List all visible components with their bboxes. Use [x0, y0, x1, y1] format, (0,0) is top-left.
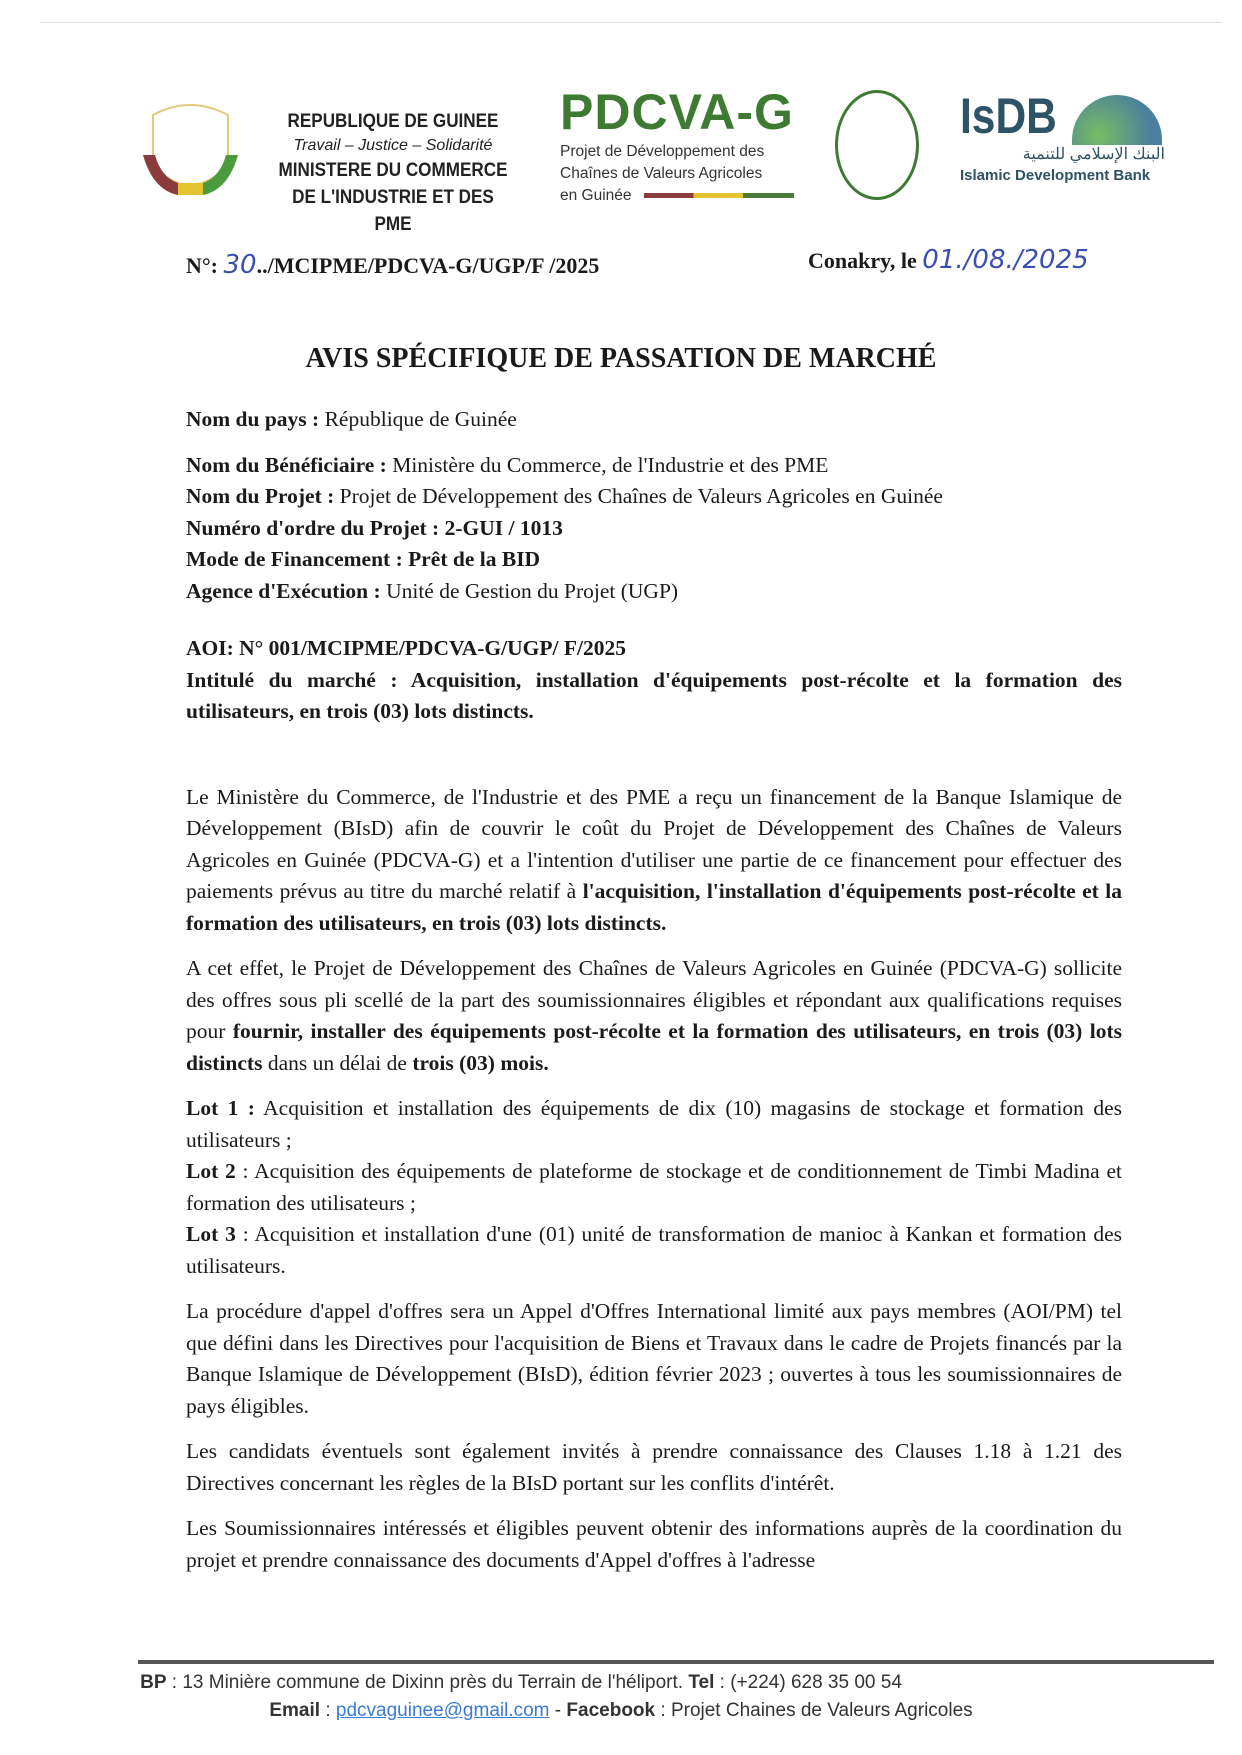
- field-financing: Mode de Financement : Prêt de la BID: [186, 547, 541, 571]
- republic-header: [258, 108, 528, 238]
- isdb-arabic-name: البنك الإسلامي للتنمية: [1022, 146, 1165, 163]
- document-body: [186, 404, 1122, 1590]
- ref-handwritten-number: 30: [223, 250, 257, 280]
- lot-2: Lot 2 : Acquisition des équipements de plateforme de stockage et de conditionnement de Timbi Madina et formation des utilisateurs ;: [186, 1159, 1123, 1215]
- email-link[interactable]: pdcvaguinee@gmail.com: [335, 1700, 550, 1721]
- footer-contact: Email : pdcvaguinee@gmail.com - Facebook : Projet Chaines de Valeurs Agricoles: [269, 1700, 973, 1721]
- field-beneficiary: Nom du Bénéficiaire : Ministère du Commerce, de l'Industrie et des PME: [186, 452, 829, 477]
- city: Conakry, le: [808, 248, 923, 273]
- guinea-coat-of-arms-logo: [133, 95, 248, 215]
- paragraph-conflicts: Les candidats éventuels sont également invités à prendre connaissance des Clauses 1.18 à 1.21 des Directives concernant les règles de la BIsD portant sur les conflits d'intérêt.: [186, 1439, 1122, 1495]
- paragraph-financing: Le Ministère du Commerce, de l'Industrie et des PME a reçu un financement de la Banque Islamique de Développement (BIsD) afin de couvrir le coût du Projet de Développement des Chaînes de Valeurs Agricoles en Guinée (PDCVA-G) et a l'intention d'utiliser une partie de ce financement pour effectuer des paiements prévus au titre du marché relatif à l'acquisition, l'installation d'équipements post-récolte et la formation des utilisateurs, en trois (03) lots distincts.: [186, 784, 1123, 935]
- handwritten-date: 01./08./2025: [922, 245, 1089, 275]
- flag-stripe: [644, 193, 794, 198]
- ref-prefix: N°:: [186, 253, 224, 278]
- project-line-3: en Guinée: [560, 187, 632, 204]
- aoi-reference: AOI: N° 001/MCIPME/PDCVA-G/UGP/ F/2025: [186, 636, 626, 660]
- ministry-line-1: MINISTERE DU COMMERCE: [278, 160, 508, 181]
- reference-number: [186, 250, 599, 280]
- paragraph-procedure: La procédure d'appel d'offres sera un Appel d'Offres International limité aux pays membres (AOI/PM) tel que défini dans les Directives pour l'acquisition de Biens et Travaux dans le cadre de Projets financés par la Banque Islamique de Développement (BIsD), édition février 2023 ; ouvertes à tous les soumissionnaires de pays éligibles.: [186, 1299, 1122, 1418]
- aoi-title: Intitulé du marché : Acquisition, installation d'équipements post-récolte et la formation des utilisateurs, en trois (03) lots distincts.: [186, 667, 1122, 723]
- field-project: Nom du Projet : Projet de Développement des Chaînes de Valeurs Agricoles en Guinée: [186, 484, 943, 508]
- field-country: Nom du pays : République de Guinée: [186, 407, 517, 431]
- produce-circle-icon: [835, 90, 919, 200]
- footer-address: BP : 13 Minière commune de Dixinn près du Terrain de l'héliport. Tel : (+224) 628 35 00 54: [140, 1672, 902, 1693]
- ref-suffix: ../MCIPME/PDCVA-G/UGP/F /2025: [256, 253, 600, 278]
- lot-3: Lot 3 : Acquisition et installation d'une (01) unité de transformation de manioc à Kankan et formation des utilisateurs.: [186, 1222, 1122, 1278]
- pdcva-wordmark: PDCVA-G: [560, 84, 794, 140]
- paragraph-invitation: A cet effet, le Projet de Développement des Chaînes de Valeurs Agricoles en Guinée (PDCVA-G) sollicite des offres sous pli scellé de la part des soumissionnaires éligibles et répondant aux qualifications requises pour fournir, installer des équipements post-récolte et la formation des utilisateurs, en trois (03) lots distincts dans un délai de trois (03) mois.: [186, 956, 1122, 1075]
- national-motto: Travail – Justice – Solidarité: [293, 137, 493, 154]
- footer-rule: [138, 1660, 1214, 1664]
- document-title: AVIS SPÉCIFIQUE DE PASSATION DE MARCHÉ: [305, 343, 937, 374]
- field-agency: Agence d'Exécution : Unité de Gestion du Projet (UGP): [186, 578, 679, 603]
- paragraph-information: Les Soumissionnaires intéressés et éligibles peuvent obtenir des informations auprès de la coordination du projet et prendre connaissance des documents d'Appel d'offres à l'adresse: [186, 1516, 1122, 1572]
- republic-name: REPUBLIQUE DE GUINEE: [287, 111, 499, 132]
- project-line-2: Chaînes de Valeurs Agricoles: [560, 165, 763, 182]
- place-date: [808, 245, 1089, 275]
- pdcva-logo: [560, 84, 794, 206]
- field-project-number: Numéro d'ordre du Projet : 2-GUI / 1013: [186, 515, 563, 540]
- isdb-wordmark: IsDB: [960, 88, 1057, 144]
- project-line-1: Projet de Développement des: [560, 143, 765, 160]
- top-rule: [40, 22, 1222, 23]
- isdb-english-name: Islamic Development Bank: [960, 167, 1151, 184]
- lot-1: Lot 1 : Acquisition et installation des équipements de dix (10) magasins de stockage et formation des utilisateurs ;: [186, 1096, 1122, 1152]
- ministry-line-2: DE L'INDUSTRIE ET DES PME: [292, 187, 494, 235]
